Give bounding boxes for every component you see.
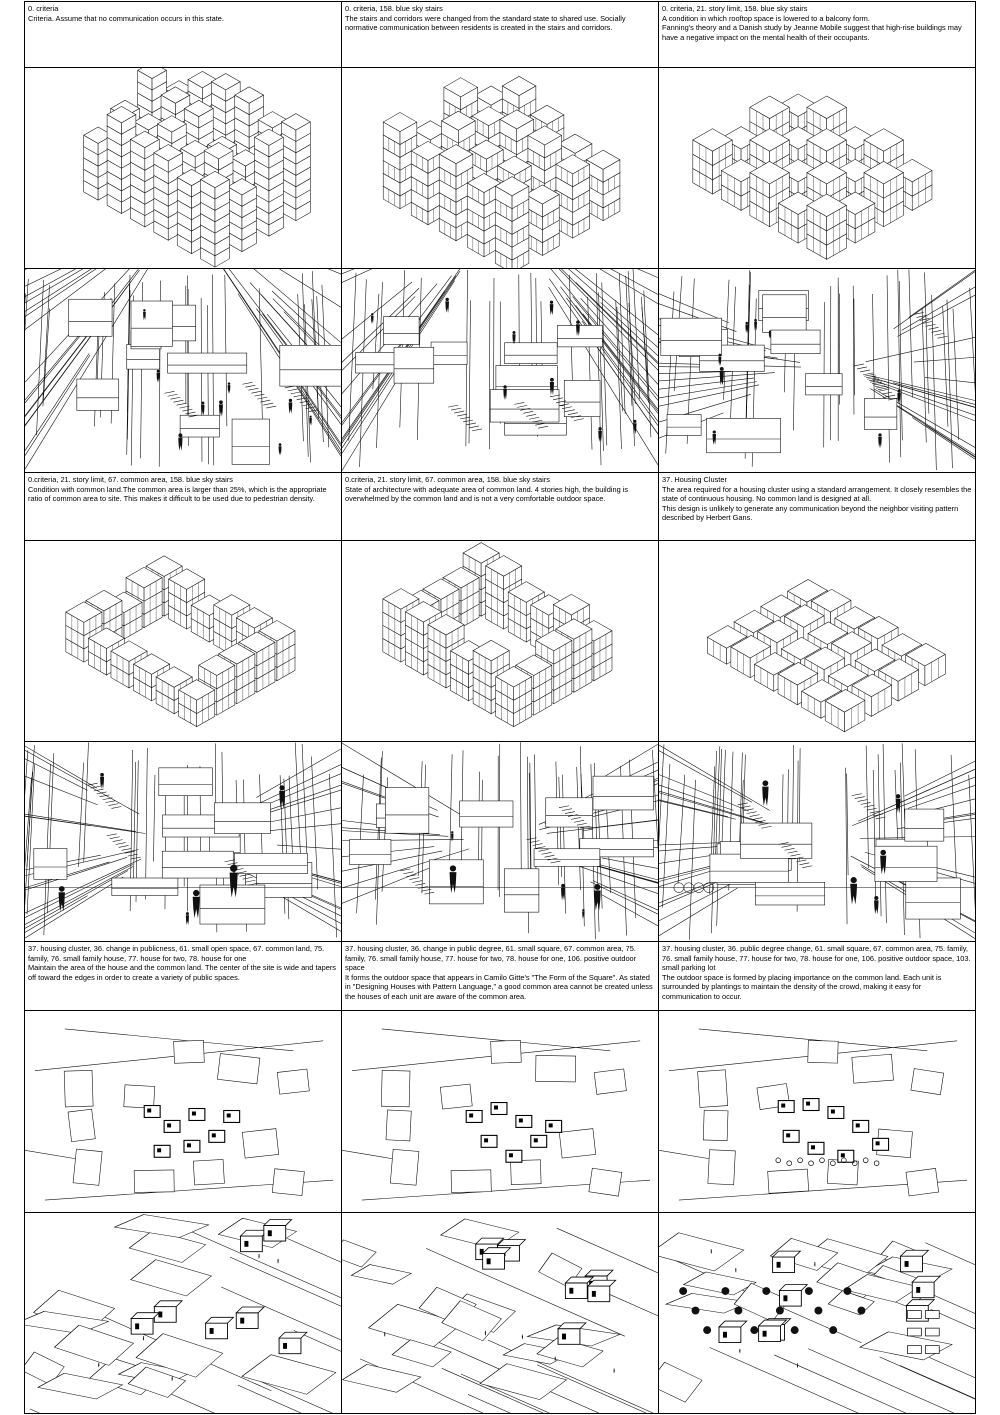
persp-blue-sky-stairs-drawing xyxy=(341,268,659,473)
panel-title: 0. criteria xyxy=(28,4,59,13)
panel-description: The outdoor space is formed by placing importance on the common land. Each unit is surrounded by plantings to maintain the density of the crowd, making it easy for communication to occur. xyxy=(662,972,942,1001)
plan-small-parking-lot-drawing xyxy=(658,1010,976,1213)
axo-common-area-adequate-drawing xyxy=(341,540,659,742)
panel-title: 0. criteria, 158. blue sky stairs xyxy=(345,4,443,13)
panel-caption xyxy=(341,941,659,1011)
panel-description: Fanning's theory and a Danish study by Jeanne Mobile suggest that high-rise buildings may have a negative impact on the mental health of their occupants. xyxy=(662,23,962,42)
pattern-study-sheet xyxy=(24,1,976,1414)
birdseye-positive-outdoor-space-drawing xyxy=(341,1212,659,1414)
panel-description: The area required for a housing cluster using a standard arrangement. It closely resembles the state of continuous housing. No common land is designed at all. xyxy=(662,484,972,504)
persp-story-limit-drawing xyxy=(658,268,976,473)
panel-title: 0. criteria, 21. story limit, 158. blue sky stairs xyxy=(662,4,808,13)
birdseye-small-parking-lot-drawing xyxy=(658,1212,976,1414)
panel-description: It forms the outdoor space that appears in Camilo Gitte's "The Form of the Square". As stated in "Designing Houses with Pattern Language," a good common area cannot be created unless the houses of each unit are aware of the common area. xyxy=(345,972,653,1001)
axo-story-limit-drawing xyxy=(658,67,976,269)
axo-common-area-large-drawing xyxy=(24,540,342,742)
panel-description: A condition in which rooftop space is lowered to a balcony form. xyxy=(662,13,870,23)
panel-description: Criteria. Assume that no communication occurs in this state. xyxy=(28,13,224,23)
panel-description: Condition with common land.The common area is larger than 25%, which is the appropriate ratio of common area to site. This makes it difficult to be used due to pedestrian density. xyxy=(28,484,327,504)
persp-housing-cluster-drawing xyxy=(658,741,976,942)
panel-description: Maintain the area of the house and the common land. The center of the site is wide and tapers off toward the edges in order to create a variety of public spaces. xyxy=(28,963,336,982)
axo-blue-sky-stairs-drawing xyxy=(341,67,659,269)
panel-description: This design is unlikely to generate any communication beyond the neighbor visiting pattern described by Herbert Gans. xyxy=(662,503,959,523)
plan-positive-outdoor-space-drawing xyxy=(341,1010,659,1213)
axo-criteria-drawing xyxy=(24,67,342,269)
panel-caption xyxy=(24,941,342,1011)
panel-caption xyxy=(658,1,976,68)
birdseye-variety-of-public-spaces-drawing xyxy=(24,1212,342,1414)
panel-description: State of architecture with adequate area of common land. 4 stories high, the building is overwhelmed by the common land and is not a very comfortable outdoor space. xyxy=(345,484,629,504)
panel-title: 37. housing cluster, 36. change in public degree, 61. small square, 67. common area, 75. family, 76. small family house, 77. house for two, 78. house for one, 106. positive outdoor space xyxy=(345,944,637,973)
panel-caption xyxy=(341,472,659,541)
axo-housing-cluster-drawing xyxy=(658,540,976,742)
panel-caption xyxy=(24,1,342,68)
panel-title: 37. housing cluster, 36. change in publicness, 61. small open space, 67. common land, 75. family, 76. small family house, 77. house for two, 78. house for one xyxy=(28,944,325,963)
panel-title: 0.criteria, 21. story limit, 67. common area, 158. blue sky stairs xyxy=(28,475,233,484)
persp-common-area-adequate-drawing xyxy=(341,741,659,942)
panel-caption xyxy=(658,472,976,541)
panel-caption xyxy=(341,1,659,68)
panel-caption xyxy=(24,472,342,541)
panel-caption xyxy=(658,941,976,1011)
panel-title: 37. housing cluster, 36. public degree change, 61. small square, 67. common area, 75. family, 76. small family house, 77. house for two, 78. house for one, 106. positive outdoor space, 103. small parking lot xyxy=(662,944,971,973)
panel-description: The stairs and corridors were changed from the standard state to shared use. Socially normative communication between residents is created in the stairs and corridors. xyxy=(345,13,626,33)
plan-variety-of-public-spaces-drawing xyxy=(24,1010,342,1213)
panel-title: 37. Housing Cluster xyxy=(662,475,727,484)
persp-common-area-large-drawing xyxy=(24,741,342,942)
persp-criteria-drawing xyxy=(24,268,342,473)
panel-title: 0.criteria, 21. story limit, 67. common area, 158. blue sky stairs xyxy=(345,475,550,484)
